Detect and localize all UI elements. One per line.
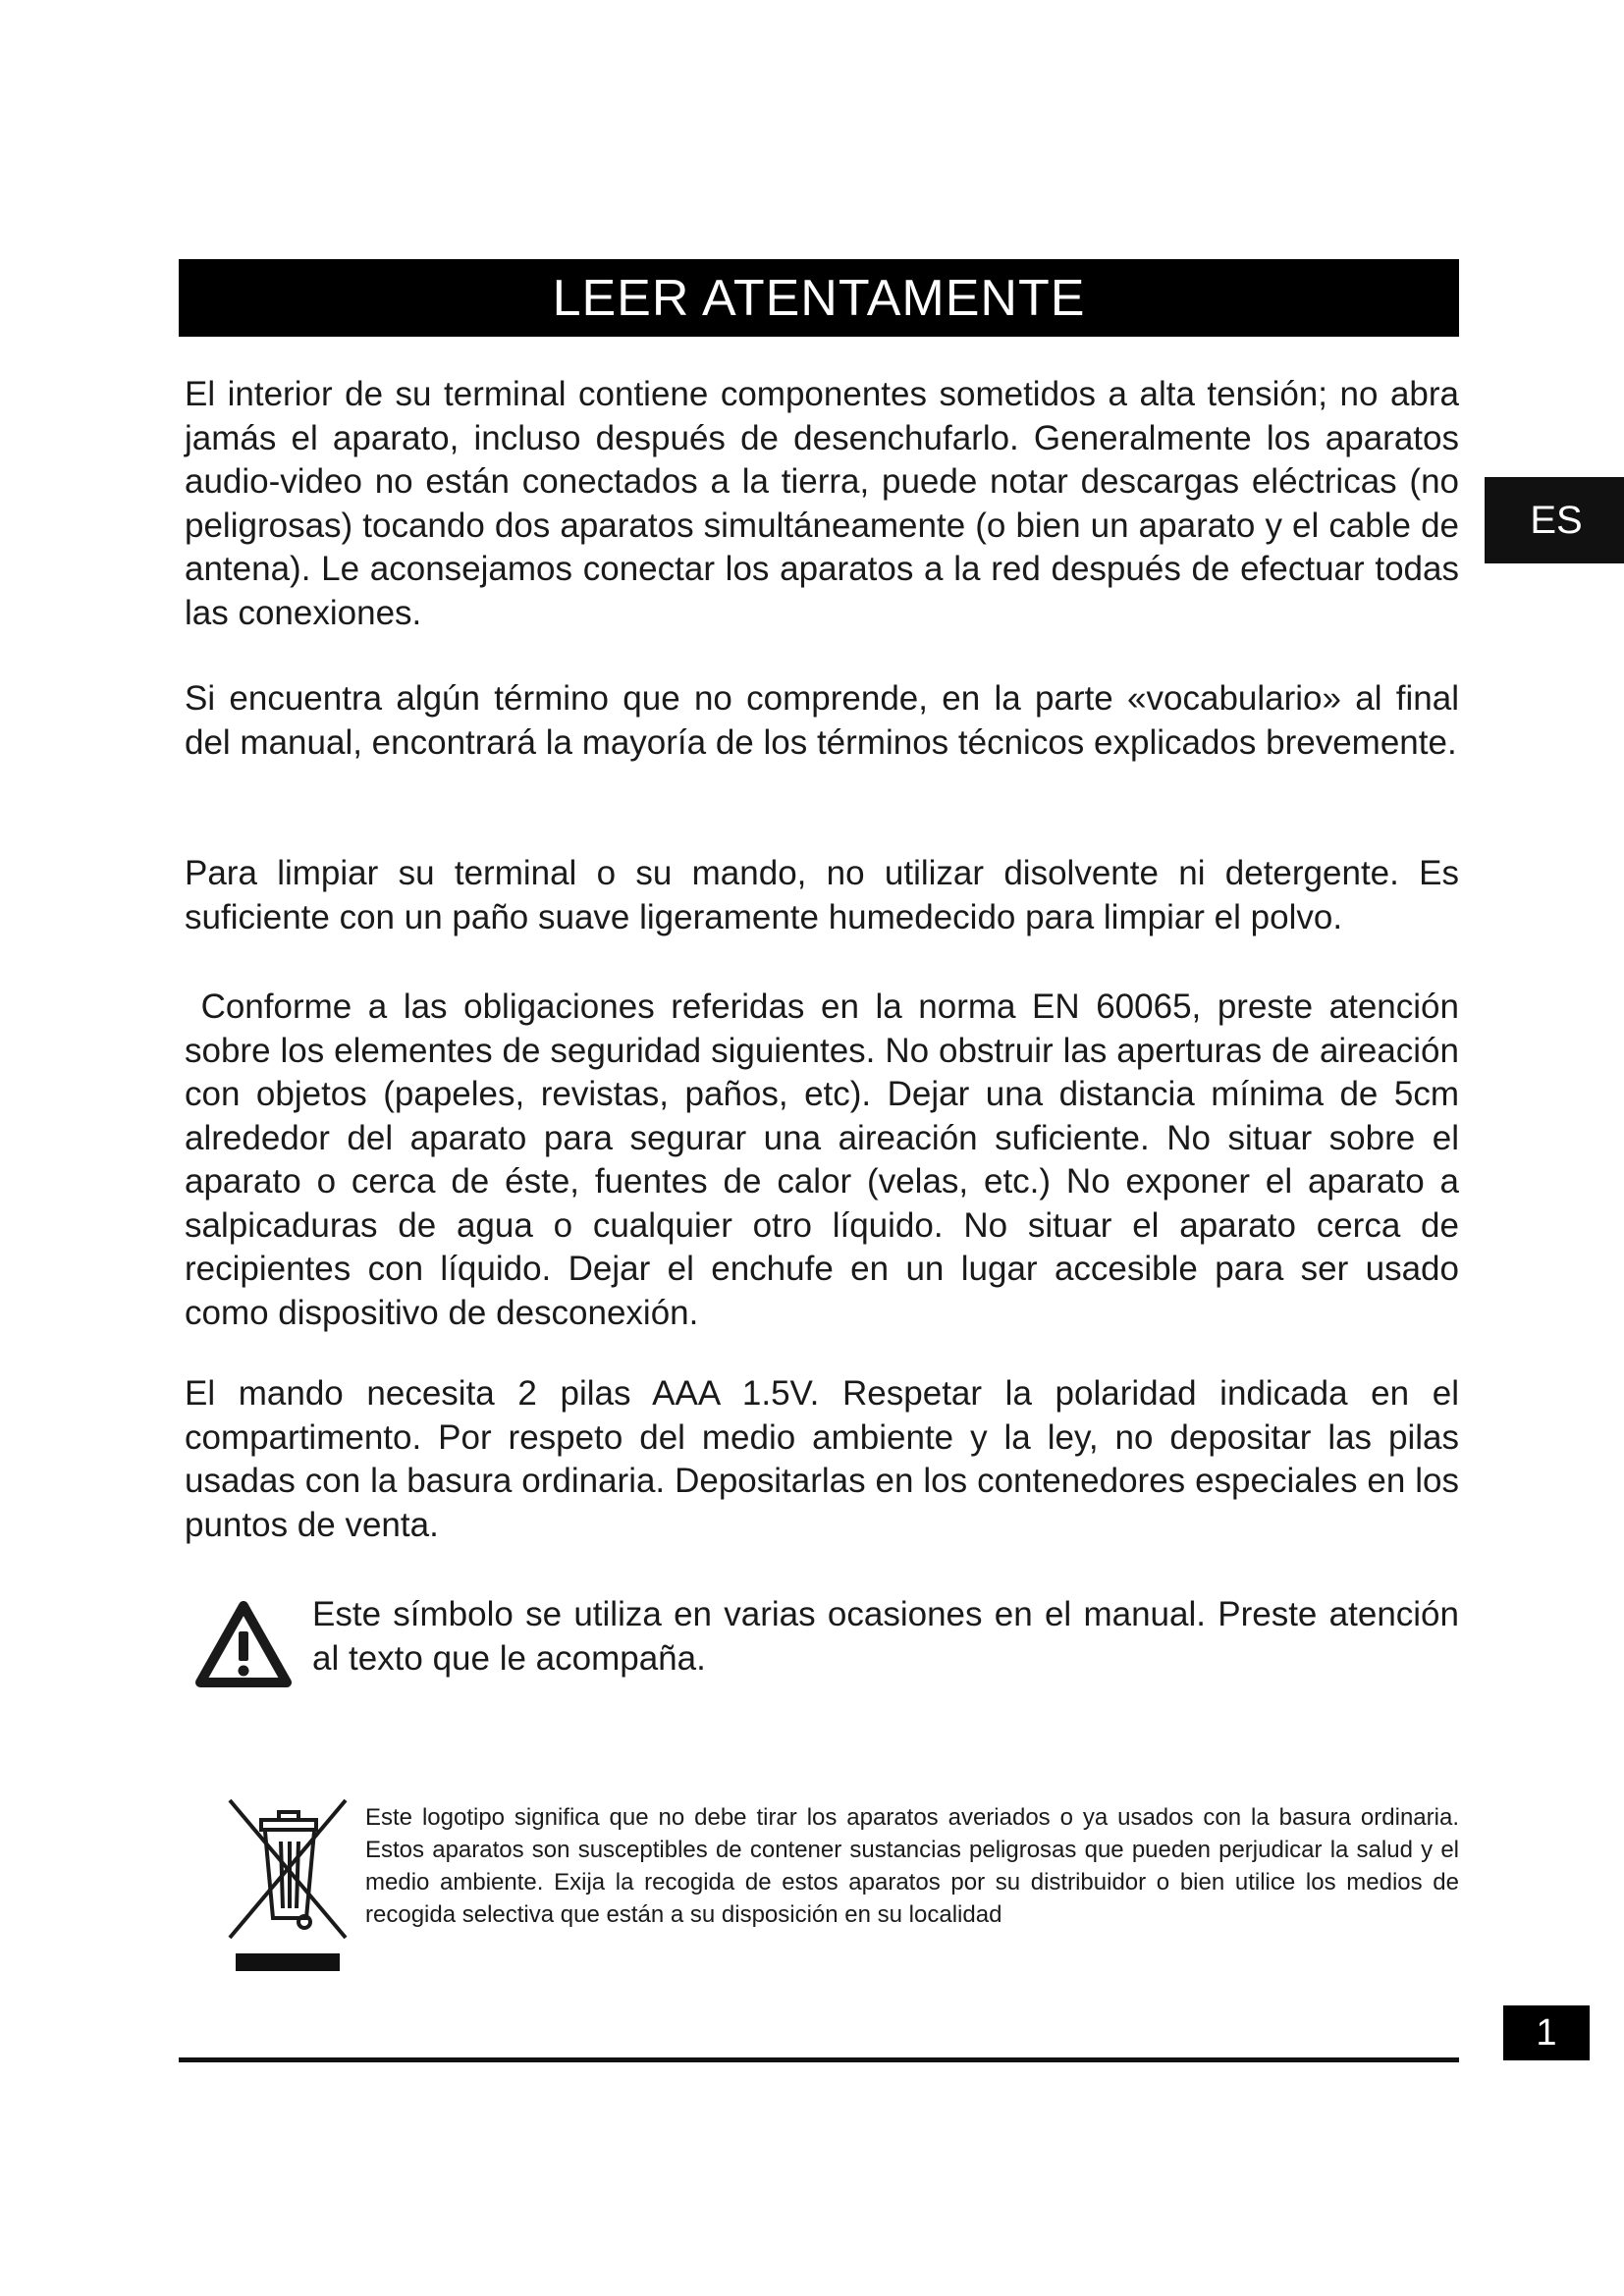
- weee-note: Este logotipo significa que no debe tirar los aparatos averiados o ya usados con la basura ordinaria. Estos aparatos son susceptibles de contener sustancias peligrosas que pueden perjudicar la salud y el medio ambiente. Exija la recogida de estos aparatos por su distribuidor o bien utilice los medios de recogida selectiva que están a su disposición en su localidad: [365, 1804, 1459, 1928]
- warning-note: Este símbolo se utiliza en varias ocasiones en el manual. Preste atención al texto que le acompaña.: [312, 1595, 1459, 1678]
- paragraph-vocabulary: Si encuentra algún término que no comprende, en la parte «vocabulario» al final del manual, encontrará la mayoría de los términos técnicos explicados brevemente.: [185, 679, 1459, 762]
- paragraph-batteries: El mando necesita 2 pilas AAA 1.5V. Respetar la polaridad indicada en el compartimento. Por respeto del medio ambiente y la ley, no depositar las pilas usadas con la basura ordinaria. Depositarlas en los contenedores especiales en los puntos de venta.: [185, 1374, 1459, 1544]
- crossed-out-bin-icon: [222, 1792, 353, 1977]
- paragraph-cleaning: Para limpiar su terminal o su mando, no utilizar disolvente ni detergente. Es suficiente con un paño suave ligeramente humedecido para limpiar el polvo.: [185, 854, 1459, 936]
- paragraph-safety-norm: Conforme a las obligaciones referidas en la norma EN 60065, preste atención sobre los elementes de seguridad siguientes. No obstruir las aperturas de aireación con objetos (papeles, revistas, paños, etc). Dejar una distancia mínima de 5cm alrededor del aparato para segurar una aireación suficiente. No situar sobre el aparato o cerca de éste, fuentes de calor (velas, etc.) No exponer el aparato a salpicaduras de agua o cualquier otro líquido. No situar el aparato cerca de recipientes con líquido. Dejar el enchufe en un lugar accesible para ser usado como dispositivo de desconexión.: [185, 988, 1469, 1332]
- language-tab: ES: [1485, 477, 1624, 563]
- warning-triangle-icon: [194, 1600, 293, 1688]
- page-title: LEER ATENTAMENTE: [179, 259, 1459, 337]
- page-number: 1: [1503, 2005, 1590, 2060]
- footer-divider: [179, 2057, 1459, 2062]
- paragraph-electrical-safety: El interior de su terminal contiene componentes sometidos a alta tensión; no abra jamás el aparato, incluso después de desenchufarlo. Generalmente los aparatos audio-video no están conectados a la tierra, puede notar descargas eléctricas (no peligrosas) tocando dos aparatos simultáneamente (o bien un aparato y el cable de antena). Le aconsejamos conectar los aparatos a la red después de efectuar todas las conexiones.: [185, 375, 1459, 632]
